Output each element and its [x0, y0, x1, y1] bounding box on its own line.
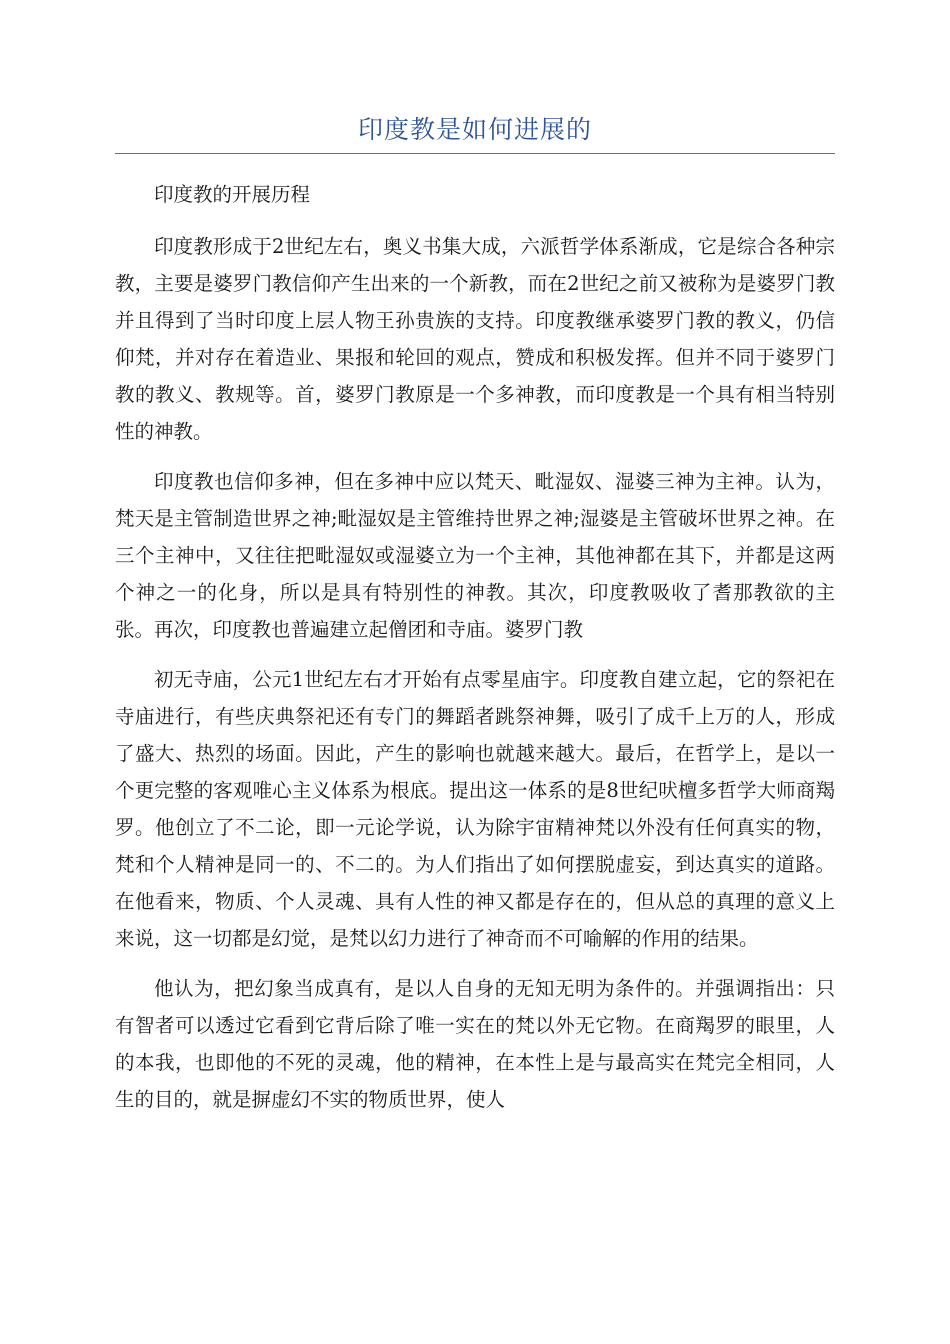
body-paragraph: 印度教形成于2世纪左右，奥义书集大成，六派哲学体系渐成，它是综合各种宗教，主要是婆罗门教信仰产生出来的一个新教，而在2世纪之前又被称为是婆罗门教并且得到了当时印度上层人物王孙贵族的支持。印度教继承婆罗门教的教义，仍信仰梵，并对存在着造业、果报和轮回的观点，赞成和积极发挥。但并不同于婆罗门教的教义、教规等。首，婆罗门教原是一个多神教，而印度教是一个具有相当特别性的神教。 [115, 235, 835, 443]
section-heading: 印度教的开展历程 [154, 183, 311, 206]
body-paragraph: 他认为，把幻象当成真有，是以人自身的无知无明为条件的。并强调指出：只有智者可以透过它看到它背后除了唯一实在的梵以外无它物。在商羯罗的眼里，人的本我，也即他的不死的灵魂，他的精神，在本性上是与最高实在梵完全相同，人生的目的，就是摒虚幻不实的物质世界，使人 [115, 977, 835, 1111]
page-title: 印度教是如何进展的 [357, 115, 592, 144]
body-paragraph: 印度教也信仰多神，但在多神中应以梵天、毗湿奴、湿婆三神为主神。认为，梵天是主管制造世界之神;毗湿奴是主管维持世界之神;湿婆是主管破坏世界之神。在三个主神中，又往往把毗湿奴或湿婆立为一个主神，其他神都在其下，并都是这两个神之一的化身，所以是具有特别性的神教。其次，印度教吸收了耆那教欲的主张。再次，印度教也普遍建立起僧团和寺庙。婆罗门教 [115, 470, 835, 641]
title-underline-divider [115, 153, 835, 154]
document-body [115, 176, 835, 1131]
body-paragraph: 初无寺庙，公元1世纪左右才开始有点零星庙宇。印度教自建立起，它的祭祀在寺庙进行，有些庆典祭祀还有专门的舞蹈者跳祭神舞，吸引了成千上万的人，形成了盛大、热烈的场面。因此，产生的影响也就越来越大。最后，在哲学上，是以一个更完整的客观唯心主义体系为根底。提出这一体系的是8世纪吠檀多哲学大师商羯罗。他创立了不二论，即一元论学说，认为除宇宙精神梵以外没有任何真实的物，梵和个人精神是同一的、不二的。为人们指出了如何摆脱虚妄，到达真实的道路。在他看来，物质、个人灵魂、具有人性的神又都是存在的，但从总的真理的意义上来说，这一切都是幻觉，是梵以幻力进行了神奇而不可喻解的作用的结果。 [115, 668, 835, 950]
